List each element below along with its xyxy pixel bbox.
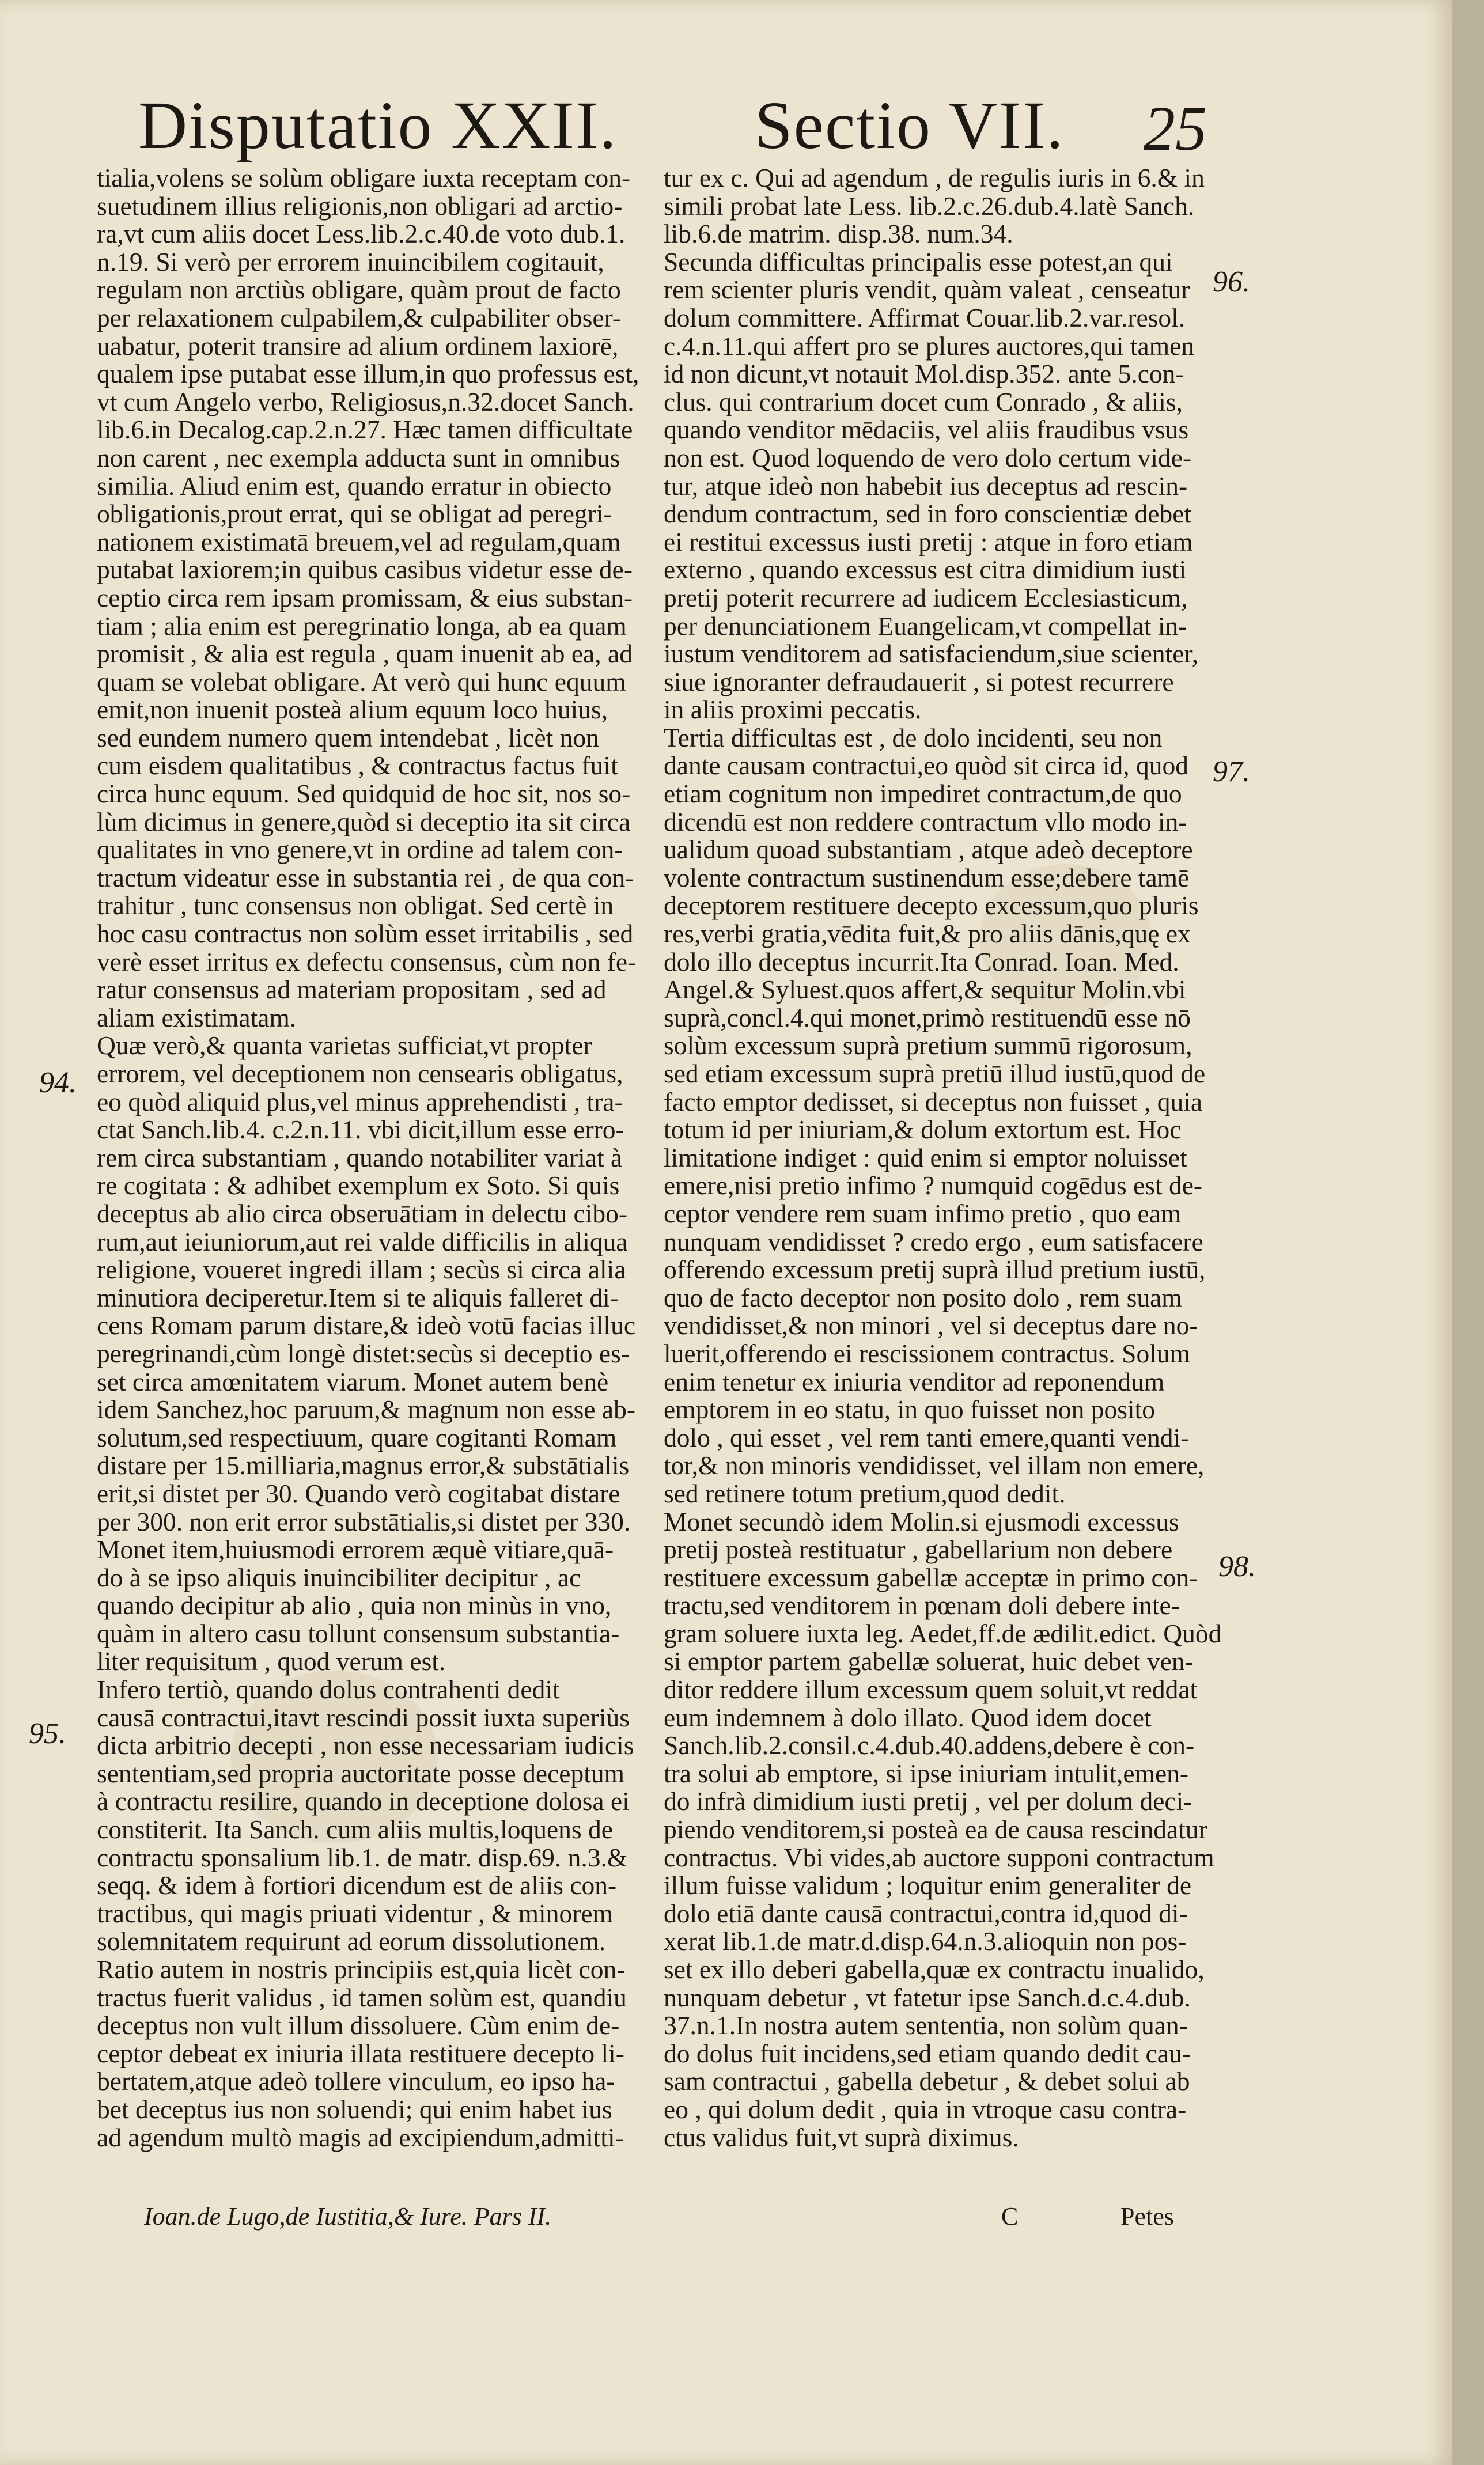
text-line: piendo venditorem,si posteà ea de causa rescindatur — [664, 1815, 1207, 1845]
text-line: offerendo excessum pretij suprà illud pretium iustū, — [664, 1255, 1206, 1285]
text-line: restituere excessum gabellæ acceptæ in primo con- — [664, 1562, 1198, 1592]
text-line: putabat laxiorem;in quibus casibus videtur esse de- — [97, 555, 633, 585]
text-line: uabatur, poterit transire ad alium ordinem laxiorē, — [97, 331, 619, 361]
text-line: non carent , nec exempla adducta sunt in omnibus — [97, 442, 620, 472]
text-line: iustum venditorem ad satisfaciendum,siue scienter, — [664, 639, 1199, 669]
text-line: si emptor partem gabellæ soluerat, huic debet ven- — [664, 1646, 1194, 1676]
text-line: ratur consensus ad materiam propositam , sed ad — [97, 975, 607, 1005]
page-edge — [1452, 0, 1484, 2465]
text-line: contractu sponsalium lib.1. de matr. disp.69. n.3.& — [97, 1842, 628, 1872]
text-line: ceptio circa rem ipsam promissam, & eius substan- — [97, 582, 633, 612]
text-line: siue ignoranter defraudauerit , si potest recurrere — [664, 667, 1174, 696]
text-line: totum id per iniuriam,& dolum extortum est. Hoc — [664, 1115, 1182, 1145]
text-line: deceptus ab alio circa obseruātiam in delectu cibo- — [97, 1198, 627, 1228]
text-line: lib.6.de matrim. disp.38. num.34. — [664, 219, 1013, 249]
text-line: res,verbi gratia,vēdita fuit,& pro aliis dānis,quę ex — [664, 919, 1191, 949]
text-line: pretij posteà restituatur , gabellarium non debere — [664, 1535, 1173, 1565]
text-line: eum indemnem à dolo illato. Quod idem docet — [664, 1702, 1152, 1732]
text-line: suprà,concl.4.qui monet,primò restituendū esse nō — [664, 1002, 1191, 1032]
text-line: n.19. Si verò per errorem inuincibilem cogitauit, — [97, 247, 604, 277]
text-line: re cogitata : & adhibet exemplum ex Soto. Si quis — [97, 1171, 620, 1201]
text-line: Quæ verò,& quanta varietas sufficiat,vt propter — [97, 1031, 592, 1061]
text-line: eo quòd aliquid plus,vel minus apprehendisti , tra- — [97, 1086, 623, 1116]
text-line: clus. qui contrarium docet cum Conrado , & aliis, — [664, 387, 1183, 416]
text-line: obligationis,prout errat, qui se obligat ad peregri- — [97, 499, 612, 529]
text-line: rem scienter pluris vendit, quàm valeat , censeatur — [664, 275, 1190, 305]
text-line: emere,nisi pretio infimo ? numquid cogēdus est de- — [664, 1171, 1203, 1201]
footer-running-title: Ioan.de Lugo,de Iustitia,& Iure. Pars II. — [144, 2202, 552, 2231]
text-line: nunquam debetur , vt fatetur ipse Sanch.d.c.4.dub. — [664, 1982, 1191, 2012]
text-line: causā contractui,itavt rescindi possit iuxta superiùs — [97, 1702, 630, 1732]
text-line: per relaxationem culpabilem,& culpabiliter obser- — [97, 302, 621, 332]
text-line: sed etiam excessum suprà pretiū illud iustū,quod de — [664, 1059, 1206, 1088]
text-line: dendum contractum, sed in foro conscientiæ debet — [664, 499, 1192, 529]
signature-mark: C — [1001, 2202, 1019, 2231]
text-line: sam contractui , gabella debetur , & debet solui ab — [664, 2066, 1190, 2096]
text-line: set ex illo deberi gabella,quæ ex contractu inualido, — [664, 1955, 1205, 1984]
text-line: suetudinem illius religionis,non obligari ad arctio- — [97, 191, 623, 221]
text-line: quàm in altero casu tollunt consensum substantia- — [97, 1618, 620, 1648]
text-line: sed retinere totum pretium,quod dedit. — [664, 1478, 1066, 1508]
text-line: sententiam,sed propria auctoritate posse deceptum — [97, 1758, 624, 1788]
text-line: ctus validus fuit,vt suprà diximus. — [664, 2122, 1019, 2152]
text-line: Infero tertiò, quando dolus contrahenti dedit — [97, 1675, 560, 1705]
text-line: erit,si distet per 30. Quando verò cogitabat distare — [97, 1478, 620, 1508]
text-line: tractum videatur esse in substantia rei , de qua con- — [97, 862, 634, 892]
page-number: 25 — [1144, 93, 1207, 164]
text-line: ad agendum multò magis ad excipiendum,admitti- — [97, 2122, 624, 2152]
text-line: à contractu resilire, quando in deceptione dolosa ei — [97, 1786, 630, 1816]
text-line: solùm excessum suprà pretium summū rigorosum, — [664, 1031, 1192, 1061]
text-line: ceptor vendere rem suam infimo pretio , quo eam — [664, 1198, 1182, 1228]
text-line: seqq. & idem à fortiori dicendum est de aliis con- — [97, 1870, 617, 1900]
text-line: dolum committere. Affirmat Couar.lib.2.var.resol. — [664, 302, 1186, 332]
text-line: regulam non arctiùs obligare, quàm prout de facto — [97, 275, 621, 305]
text-line: tur, atque ideò non habebit ius deceptus ad rescin- — [664, 471, 1188, 501]
text-line: Sanch.lib.2.consil.c.4.dub.40.addens,debere è con- — [664, 1731, 1195, 1760]
text-line: Ratio autem in nostris principiis est,quia licèt con- — [97, 1955, 626, 1984]
text-line: cens Romam parum distare,& ideò votū facias illuc — [97, 1311, 636, 1341]
text-line: dicendū est non reddere contractum vllo modo in- — [664, 806, 1187, 836]
text-line: tur ex c. Qui ad agendum , de regulis iuris in 6.& in — [664, 163, 1205, 192]
text-line: tor,& non minoris vendidisset, vel illam non emere, — [664, 1451, 1205, 1480]
text-line: lùm dicimus in genere,quòd si deceptio ita sit circa — [97, 806, 631, 836]
text-line: c.4.n.11.qui affert pro se plures auctores,qui tamen — [664, 331, 1195, 361]
right-text-column — [664, 163, 1222, 2152]
text-line: dicta arbitrio decepti , non esse necessariam iudicis — [97, 1731, 634, 1760]
text-line: Tertia difficultas est , de dolo incidenti, seu non — [664, 722, 1163, 752]
text-line: dolo etiā dante causā contractui,contra id,quod di- — [664, 1898, 1188, 1928]
text-line: dante causam contractui,eo quòd sit circa id, quod — [664, 751, 1188, 781]
text-line: minutiora deciperetur.Item si te aliquis falleret di- — [97, 1282, 619, 1312]
text-line: lib.6.in Decalog.cap.2.n.27. Hæc tamen difficultate — [97, 415, 633, 445]
text-line: volente contractum sustinendum esse;debere tamē — [664, 862, 1190, 892]
text-line: nationem existimatā breuem,vel ad regulam,quam — [97, 527, 621, 556]
text-line: illum fuisse validum ; loquitur enim generaliter de — [664, 1870, 1192, 1900]
text-line: aliam existimatam. — [97, 1002, 297, 1032]
text-line: vt cum Angelo verbo, Religiosus,n.32.docet Sanch. — [97, 387, 634, 416]
left-text-column — [97, 163, 639, 2152]
text-line: per denunciationem Euangelicam,vt compellat in- — [664, 611, 1187, 641]
margin-number-94: 94. — [39, 1066, 77, 1099]
text-line: solemnitatem requirunt ad eorum dissolutionem. — [97, 1926, 606, 1956]
text-line: circa hunc equum. Sed quidquid de hoc sit, nos so- — [97, 779, 631, 809]
text-line: externo , quando excessus est citra dimidium iusti — [664, 555, 1187, 585]
text-line: constiterit. Ita Sanch. cum aliis multis,loquens de — [97, 1815, 613, 1845]
text-line: religione, voueret ingredi illam ; secùs si circa alia — [97, 1255, 626, 1285]
text-line: peregrinandi,cùm longè distet:secùs si deceptio es- — [97, 1338, 630, 1368]
margin-number-98: 98. — [1218, 1550, 1256, 1583]
text-line: tialia,volens se solùm obligare iuxta receptam con- — [97, 163, 631, 192]
text-line: tra solui ab emptore, si ipse iniuriam intulit,emen- — [664, 1758, 1189, 1788]
text-line: pretij poterit recurrere ad iudicem Ecclesiasticum, — [664, 582, 1188, 612]
text-line: limitatione indiget : quid enim si emptor noluisset — [664, 1142, 1187, 1172]
margin-number-96: 96. — [1213, 266, 1250, 298]
text-line: cum eisdem qualitatibus , & contractus factus fuit — [97, 751, 618, 781]
text-line: do à se ipso aliquis inuincibiliter decipitur , ac — [97, 1562, 581, 1592]
text-line: errorem, vel deceptionem non censearis obligatus, — [97, 1059, 623, 1088]
text-line: per 300. non erit error substātialis,si distet per 330. — [97, 1506, 631, 1536]
text-line: similia. Aliud enim est, quando erratur in obiecto — [97, 471, 612, 501]
header-disputatio: Disputatio XXII. — [138, 88, 618, 163]
text-line: hoc casu contractus non solùm esset irritabilis , sed — [97, 919, 634, 949]
text-line: sed eundem numero quem intendebat , licèt non — [97, 722, 599, 752]
text-line: etiam cognitum non impediret contractum,de quo — [664, 779, 1182, 809]
text-line: Angel.& Syluest.quos affert,& sequitur Molin.vbi — [664, 975, 1186, 1005]
text-line: quando venditor mēdaciis, vel aliis fraudibus vsus — [664, 415, 1189, 445]
text-line: qualitates in vno genere,vt in ordine ad talem con- — [97, 835, 623, 865]
text-line: non est. Quod loquendo de vero dolo certum vide- — [664, 442, 1192, 472]
text-line: emit,non inuenit posteà alium equum loco huius, — [97, 695, 608, 725]
text-line: bet deceptus ius non soluendi; qui enim habet ius — [97, 2094, 612, 2124]
text-line: ceptor debeat ex iniuria illata restituere decepto li- — [97, 2038, 624, 2068]
text-line: simili probat late Less. lib.2.c.26.dub.4.latè Sanch. — [664, 191, 1195, 221]
text-line: rum,aut ieiuniorum,aut rei valde difficilis in aliqua — [97, 1226, 628, 1256]
text-line: facto emptor dedisset, si deceptus non fuisset , quia — [664, 1086, 1203, 1116]
text-line: gram soluere iuxta leg. Aedet,ff.de ædilit.edict. Quòd — [664, 1618, 1222, 1648]
text-line: luerit,offerendo ei rescissionem contractus. Solum — [664, 1338, 1190, 1368]
text-line: Monet item,huiusmodi errorem æquè vitiare,quā- — [97, 1535, 614, 1565]
text-line: 37.n.1.In nostra autem sententia, non solùm quan- — [664, 2010, 1188, 2040]
text-line: dolo , qui esset , vel rem tanti emere,quanti vendi- — [664, 1422, 1190, 1452]
text-line: tractus fuerit validus , id tamen solùm est, quandiu — [97, 1982, 627, 2012]
text-line: in aliis proximi peccatis. — [664, 695, 922, 725]
margin-number-97: 97. — [1213, 755, 1250, 788]
text-line: do infrà dimidium iusti pretij , vel per dolum deci- — [664, 1786, 1192, 1816]
text-line: ra,vt cum aliis docet Less.lib.2.c.40.de voto dub.1. — [97, 219, 626, 249]
text-line: ditor reddere illum excessum quem soluit,vt reddat — [664, 1675, 1198, 1705]
text-line: tiam ; alia enim est peregrinatio longa, ab ea quam — [97, 611, 627, 641]
text-line: quam se volebat obligare. At verò qui hunc equum — [97, 667, 626, 696]
text-line: distare per 15.milliaria,magnus error,& substātialis — [97, 1451, 630, 1480]
text-line: enim tenetur ex iniuria venditor ad reponendum — [664, 1366, 1165, 1396]
header-sectio: Sectio VII. — [755, 88, 1065, 163]
text-line: vendidisset,& non minori , vel si deceptus dare no- — [664, 1311, 1198, 1341]
text-line: contractus. Vbi vides,ab auctore supponi contractum — [664, 1842, 1214, 1872]
text-line: dolo illo deceptus incurrit.Ita Conrad. Ioan. Med. — [664, 946, 1179, 976]
text-line: set circa amœnitatem viarum. Monet autem benè — [97, 1366, 609, 1396]
text-line: liter requisitum , quod verum est. — [97, 1646, 446, 1676]
text-line: ei restitui excessus iusti pretij : atque in foro etiam — [664, 527, 1193, 556]
text-line: quo de facto deceptor non posito dolo , rem suam — [664, 1282, 1182, 1312]
text-line: promisit , & alia est regula , quam inuenit ab ea, ad — [97, 639, 633, 669]
catchword: Petes — [1120, 2202, 1174, 2231]
text-line: do dolus fuit incidens,sed etiam quando dedit cau- — [664, 2038, 1191, 2068]
text-line: rem circa substantiam , quando notabiliter variat à — [97, 1142, 623, 1172]
text-line: solutum,sed respectiuum, quare cogitanti Romam — [97, 1422, 617, 1452]
text-line: qualem ipse putabat esse illum,in quo professus est, — [97, 359, 639, 389]
text-line: ctat Sanch.lib.4. c.2.n.11. vbi dicit,illum esse erro- — [97, 1115, 624, 1145]
text-line: eo , qui dolum dedit , quia in vtroque casu contra- — [664, 2094, 1187, 2124]
text-line: tractibus, qui magis priuati videntur , & minorem — [97, 1898, 613, 1928]
text-line: trahitur , tunc consensus non obligat. Sed certè in — [97, 891, 614, 921]
text-line: deceptorem restituere decepto excessum,quo pluris — [664, 891, 1199, 921]
running-header — [0, 86, 1452, 167]
margin-number-95: 95. — [29, 1717, 66, 1750]
text-line: Secunda difficultas principalis esse potest,an qui — [664, 247, 1173, 277]
text-line: deceptus non vult illum dissoluere. Cùm enim de- — [97, 2010, 620, 2040]
text-line: idem Sanchez,hoc paruum,& magnum non esse ab- — [97, 1395, 636, 1425]
text-line: nunquam vendidisset ? credo ergo , eum satisfacere — [664, 1226, 1203, 1256]
text-line: tractu,sed venditorem in pœnam doli debere inte- — [664, 1591, 1180, 1620]
text-line: verè esset irritus ex defectu consensus, cùm non fe- — [97, 946, 637, 976]
text-line: bertatem,atque adeò tollere vinculum, eo ipso ha- — [97, 2066, 615, 2096]
text-line: xerat lib.1.de matr.d.disp.64.n.3.alioquin non pos- — [664, 1926, 1187, 1956]
text-line: Monet secundò idem Molin.si ejusmodi excessus — [664, 1506, 1179, 1536]
text-line: ualidum quoad substantiam , atque adeò deceptore — [664, 835, 1193, 865]
text-line: quando decipitur ab alio , quia non minùs in vno, — [97, 1591, 612, 1620]
text-line: id non dicunt,vt notauit Mol.disp.352. ante 5.con- — [664, 359, 1184, 389]
text-line: emptorem in eo statu, in quo fuisset non posito — [664, 1395, 1156, 1425]
